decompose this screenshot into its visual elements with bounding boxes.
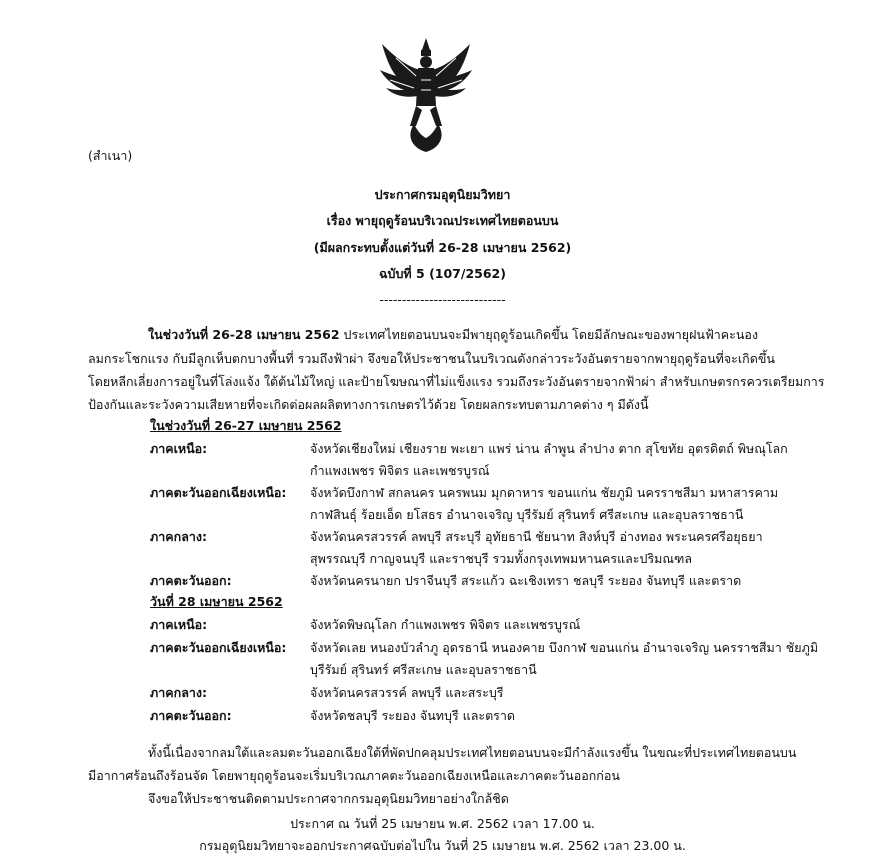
next-announcement: กรมอุตุนิยมวิทยาจะออกประกาศฉบับต่อไปใน วันที่ 25 เมษายน พ.ศ. 2562 เวลา 23.00 น. xyxy=(199,838,686,853)
intro-line-1 xyxy=(148,325,758,345)
period2-northeast-line-1: จังหวัดเลย หนองบัวลำภู อุดรธานี หนองคาย บึงกาฬ ขอนแก่น อำนาจเจริญ นครราชสีมา ชัยภูมิ xyxy=(310,640,819,655)
copy-mark: (สำเนา) xyxy=(88,148,133,163)
intro-line-4: ป้องกันและระวังความเสียหายที่จะเกิดต่อผลผลิตทางการเกษตรไว้ด้วย โดยผลกระทบตามภาคต่าง ๆ มีดังนี้ xyxy=(88,397,649,412)
title-line-2: เรื่อง พายุฤดูร้อนบริเวณประเทศไทยตอนบน xyxy=(326,213,559,228)
intro-line-1-text: ประเทศไทยตอนบนจะมีพายุฤดูร้อนเกิดขึ้น โดยมีลักษณะของพายุฝนฟ้าคะนอง xyxy=(343,327,759,342)
period1-northeast-line-2: กาฬสินธุ์ ร้อยเอ็ด ยโสธร อำนาจเจริญ บุรีรัมย์ สุรินทร์ ศรีสะเกษ และอุบลราชธานี xyxy=(310,507,744,522)
period2-east-line-1: จังหวัดชลบุรี ระยอง จันทบุรี และตราด xyxy=(310,708,516,723)
closing-line-3: จึงขอให้ประชาชนติดตามประกาศจากกรมอุตุนิยมวิทยาอย่างใกล้ชิด xyxy=(148,791,509,806)
period1-north-line-1: จังหวัดเชียงใหม่ เชียงราย พะเยา แพร่ น่าน ลำพูน ลำปาง ตาก สุโขทัย อุตรดิตถ์ พิษณุโลก xyxy=(310,441,788,456)
period1-northeast-line-1: จังหวัดบึงกาฬ สกลนคร นครพนม มุกดาหาร ขอนแก่น ชัยภูมิ นครราชสีมา มหาสารคาม xyxy=(310,485,779,500)
period1-central-label: ภาคกลาง: xyxy=(150,529,207,544)
garuda-emblem-icon xyxy=(376,36,476,154)
period1-east-line-1: จังหวัดนครนายก ปราจีนบุรี สระแก้ว ฉะเชิงเทรา ชลบุรี ระยอง จันทบุรี และตราด xyxy=(310,573,742,588)
intro-line-3: โดยหลีกเลี่ยงการอยู่ในที่โล่งแจ้ง ใต้ต้นไม้ใหญ่ และป้ายโฆษณาที่ไม่แข็งแรง รวมถึงระวังอันตรายจากฟ้าผ่า สำหรับเกษตรกรควรเตรียมการ xyxy=(88,374,825,389)
period1-northeast-label: ภาคตะวันออกเฉียงเหนือ: xyxy=(150,485,287,500)
period1-north-label: ภาคเหนือ: xyxy=(150,441,208,456)
period2-northeast-label: ภาคตะวันออกเฉียงเหนือ: xyxy=(150,640,287,655)
period2-central-line-1: จังหวัดนครสวรรค์ ลพบุรี และสระบุรี xyxy=(310,685,504,700)
period2-northeast-line-2: บุรีรัมย์ สุรินทร์ ศรีสะเกษ และอุบลราชธานี xyxy=(310,662,537,677)
period1-central-line-1: จังหวัดนครสวรรค์ ลพบุรี สระบุรี อุทัยธานี ชัยนาท สิงห์บุรี อ่างทอง พระนครศรีอยุธยา xyxy=(310,529,763,544)
closing-line-1: ทั้งนี้เนื่องจากลมใต้และลมตะวันออกเฉียงใต้ที่พัดปกคลุมประเทศไทยตอนบนจะมีกำลังแรงขึ้น ในขณะที่ประเทศไทยตอนบน xyxy=(148,745,797,760)
period1-east-label: ภาคตะวันออก: xyxy=(150,573,232,588)
divider: ---------------------------- xyxy=(379,292,506,307)
closing-line-2: มีอากาศร้อนถึงร้อนจัด โดยพายุฤดูร้อนจะเริ่มบริเวณภาคตะวันออกเฉียงเหนือและภาคตะวันออกก่อน xyxy=(88,768,620,783)
intro-lead: ในช่วงวันที่ 26-28 เมษายน 2562 xyxy=(148,327,340,342)
title-line-4: ฉบับที่ 5 (107/2562) xyxy=(379,266,506,281)
period2-north-label: ภาคเหนือ: xyxy=(150,617,208,632)
period1-heading: ในช่วงวันที่ 26-27 เมษายน 2562 xyxy=(150,418,342,433)
intro-line-2: ลมกระโชกแรง กับมีลูกเห็บตกบางพื้นที่ รวมถึงฟ้าผ่า จึงขอให้ประชาชนในบริเวณดังกล่าวระวังอันตรายจากพายุฤดูร้อนที่จะเกิดขึ้น xyxy=(88,351,775,366)
title-line-1: ประกาศกรมอุตุนิยมวิทยา xyxy=(374,187,511,202)
period2-north-line-1: จังหวัดพิษณุโลก กำแพงเพชร พิจิตร และเพชรบูรณ์ xyxy=(310,617,581,632)
period2-heading: วันที่ 28 เมษายน 2562 xyxy=(150,594,283,609)
period1-central-line-2: สุพรรณบุรี กาญจนบุรี และราชบุรี รวมทั้งกรุงเทพมหานครและปริมณฑล xyxy=(310,551,693,566)
issued-date: ประกาศ ณ วันที่ 25 เมษายน พ.ศ. 2562 เวลา 17.00 น. xyxy=(290,816,595,831)
period1-north-line-2: กำแพงเพชร พิจิตร และเพชรบูรณ์ xyxy=(310,463,490,478)
period2-central-label: ภาคกลาง: xyxy=(150,685,207,700)
title-line-3: (มีผลกระทบตั้งแต่วันที่ 26-28 เมษายน 2562) xyxy=(313,240,572,255)
period2-east-label: ภาคตะวันออก: xyxy=(150,708,232,723)
